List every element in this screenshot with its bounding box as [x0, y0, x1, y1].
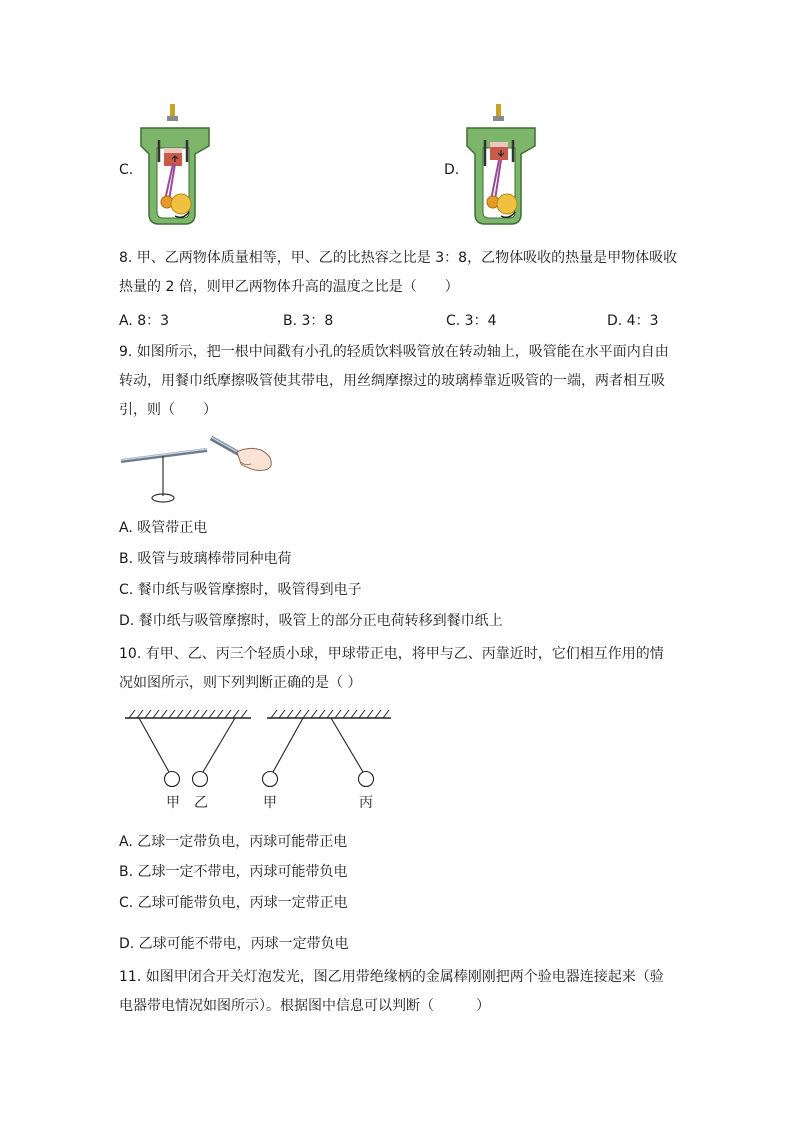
- ball-label-yi: 乙: [194, 795, 208, 811]
- question-10-stem: [119, 640, 679, 698]
- option-d-label: D.: [444, 162, 460, 178]
- ball-label-bing: 丙: [359, 795, 373, 811]
- question-8-stem: [119, 244, 679, 302]
- question-10-line-1: 10. 有甲、乙、丙三个轻质小球，甲球带正电，将甲与乙、丙靠近时，它们相互作用的情: [119, 646, 664, 662]
- ball-label-jia-1: 甲: [166, 795, 180, 811]
- question-8-option-a: A. 8：3: [119, 313, 170, 329]
- question-10-option-c: C. 乙球可能带负电，丙球一定带正电: [119, 895, 348, 911]
- question-11-stem: [119, 963, 679, 1021]
- question-9-line-3: 引，则（ ）: [119, 402, 217, 418]
- straw-rod-diagram: [119, 430, 279, 505]
- option-c-label: C.: [119, 162, 134, 178]
- question-9-option-a: A. 吸管带正电: [119, 520, 208, 536]
- question-9-stem: [119, 338, 679, 425]
- question-9-line-2: 转动，用餐巾纸摩擦吸管使其带电，用丝绸摩擦过的玻璃棒靠近吸管的一端，两者相互吸: [119, 373, 665, 389]
- ball-label-jia-2: 甲: [263, 795, 277, 811]
- question-8-line-1: 8. 甲、乙两物体质量相等，甲、乙的比热容之比是 3：8，乙物体吸收的热量是甲物体吸收: [119, 250, 678, 266]
- question-10-line-2: 况如图所示，则下列判断正确的是（ ）: [119, 675, 362, 691]
- question-11-line-1: 11. 如图甲闭合开关灯泡发光，图乙用带绝缘柄的金属棒刚刚把两个验电器连接起来（验: [119, 969, 664, 985]
- question-10-option-d: D. 乙球可能不带电，丙球一定带负电: [119, 936, 349, 952]
- engine-diagram-d: [463, 102, 539, 228]
- question-8-option-d: D. 4：3: [607, 313, 659, 329]
- question-9-option-c: C. 餐巾纸与吸管摩擦时，吸管得到电子: [119, 582, 362, 598]
- question-8-option-b: B. 3：8: [283, 313, 334, 329]
- question-10-option-a: A. 乙球一定带负电，丙球可能带正电: [119, 834, 348, 850]
- question-9-option-b: B. 吸管与玻璃棒带同种电荷: [119, 551, 292, 567]
- question-9-line-1: 9. 如图所示，把一根中间戳有小孔的轻质饮料吸管放在转动轴上，吸管能在水平面内自由: [119, 344, 669, 360]
- question-10-option-b: B. 乙球一定不带电，丙球可能带负电: [119, 864, 348, 880]
- question-9-option-d: D. 餐巾纸与吸管摩擦时，吸管上的部分正电荷转移到餐巾纸上: [119, 613, 503, 629]
- question-11-line-2: 电器带电情况如图所示）。根据图中信息可以判断（ ）: [119, 998, 490, 1014]
- engine-diagram-c: [137, 102, 213, 228]
- question-8-line-2: 热量的 2 倍，则甲乙两物体升高的温度之比是（ ）: [119, 279, 459, 295]
- question-8-option-c: C. 3：4: [446, 313, 497, 329]
- pendulum-balls-diagram: [119, 706, 399, 810]
